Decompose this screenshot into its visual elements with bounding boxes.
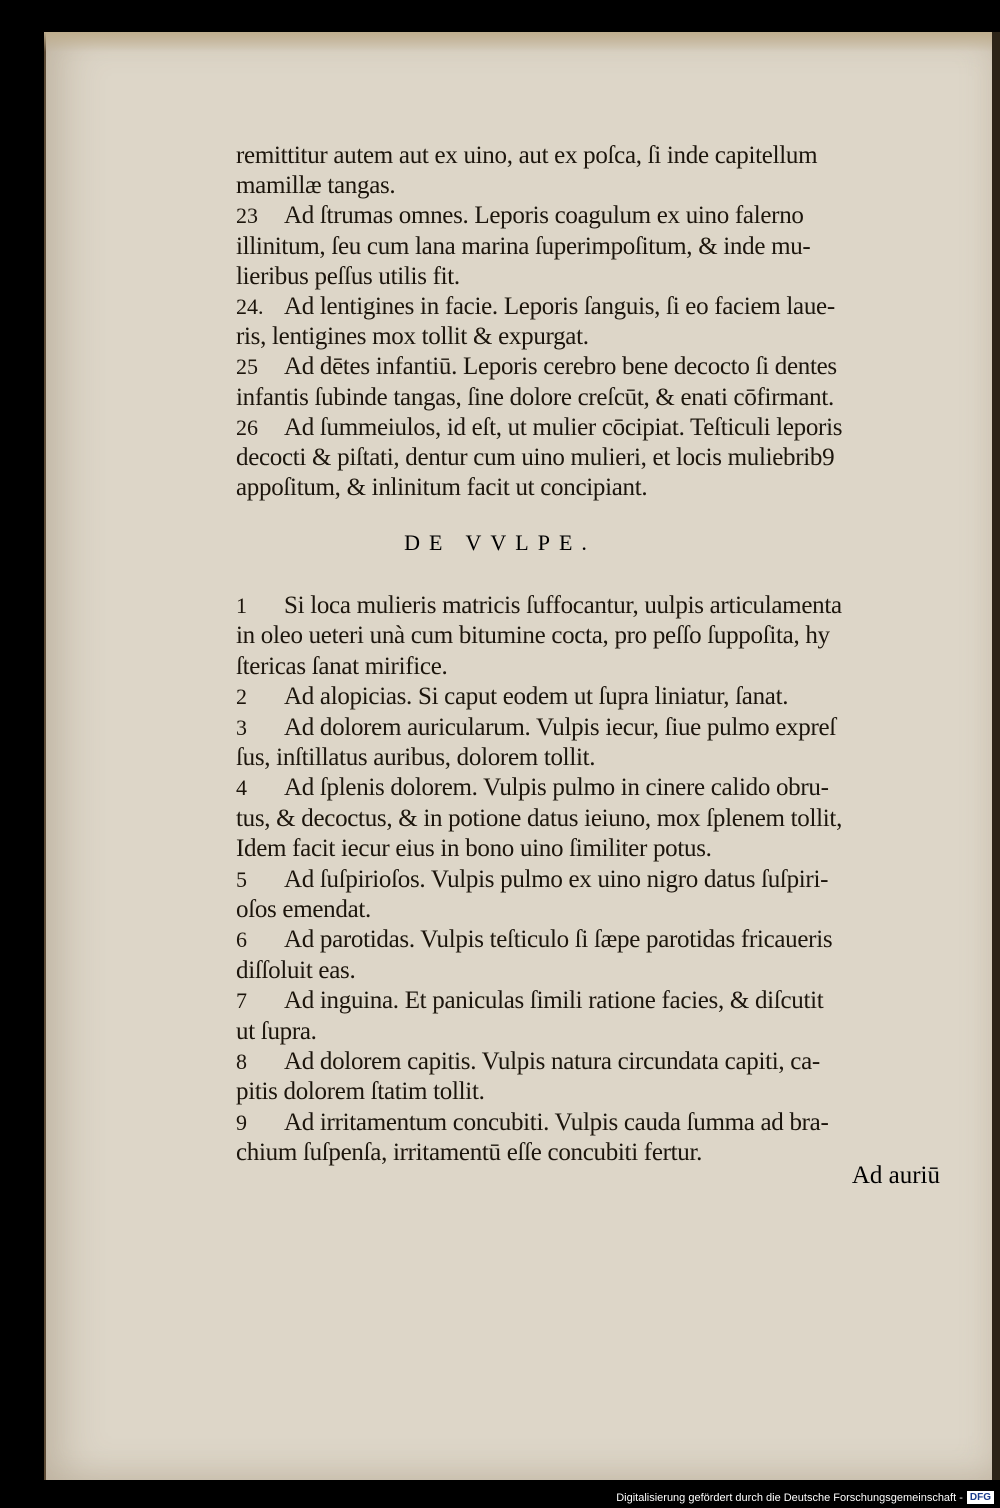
footer-text: Digitalisierung gefördert durch die Deutsche Forschungsgemeinschaft - xyxy=(616,1491,963,1504)
text-line: Idem facit iecur eius in bono uino ſimiliter potus. xyxy=(236,835,712,863)
text-line: Si loca mulieris matricis ſuffocantur, uulpis articulamenta xyxy=(284,592,842,619)
dfg-logo: DFG xyxy=(967,1491,994,1504)
section-heading: DE VVLPE. xyxy=(404,530,596,555)
text-line: appoſitum, & inlinitum facit ut concipiant. xyxy=(236,474,648,502)
paragraph-number: 3 xyxy=(236,714,247,740)
text-line: chium ſuſpenſa, irritamentū eſſe concubiti fertur. xyxy=(236,1139,703,1167)
paragraph-number: 26 xyxy=(236,414,258,440)
text-line: ris, lentigines mox tollit & expurgat. xyxy=(236,323,589,351)
text-line: decocti & piſtati, dentur cum uino mulieri, et locis muliebrib9 xyxy=(236,444,835,471)
paragraph-number: 25 xyxy=(236,354,258,380)
paragraph-number: 7 xyxy=(236,988,247,1014)
text-line: mamillæ tangas. xyxy=(236,172,396,200)
text-line: Ad dolorem capitis. Vulpis natura circundata capiti, ca- xyxy=(284,1048,820,1075)
text-line: remittitur autem aut ex uino, aut ex poſca, ſi inde capitellum xyxy=(236,142,818,169)
footer-credit xyxy=(616,1491,994,1504)
text-line: Ad irritamentum concubiti. Vulpis cauda ſumma ad bra- xyxy=(284,1108,829,1136)
text-line: ſtericas ſanat mirifice. xyxy=(236,652,448,680)
paragraph-number: 6 xyxy=(236,927,247,953)
text-line: Ad ſtrumas omnes. Leporis coagulum ex uino falerno xyxy=(284,202,804,230)
text-line: infantis ſubinde tangas, ſine dolore creſcūt, & enati cōfirmant. xyxy=(236,383,834,411)
text-line: ſus, inſtillatus auribus, dolorem tollit. xyxy=(236,744,596,771)
text-line: ut ſupra. xyxy=(236,1017,317,1045)
text-line: Ad lentigines in facie. Leporis ſanguis, ſi eo faciem laue- xyxy=(284,293,835,320)
text-line: Ad ſummeiulos, id eſt, ut mulier cōcipiat. Teſticuli leporis xyxy=(284,413,843,441)
text-line: Ad dolorem auricularum. Vulpis iecur, ſiue pulmo expreſ xyxy=(284,713,836,741)
paragraph-number: 1 xyxy=(236,593,247,618)
text-line: in oleo ueteri unà cum bitumine cocta, pro peſſo ſuppoſita, hy xyxy=(236,622,830,650)
text-line: Ad ſplenis dolorem. Vulpis pulmo in cinere calido obru- xyxy=(284,774,829,802)
paragraph-number: 5 xyxy=(236,866,247,892)
paragraph-number: 8 xyxy=(236,1049,247,1074)
text-line: Ad alopicias. Si caput eodem ut ſupra liniatur, ſanat. xyxy=(284,683,789,711)
paragraph-number: 2 xyxy=(236,684,247,710)
paragraph-number: 23 xyxy=(236,203,258,229)
paragraph-number: 4 xyxy=(236,775,247,801)
text-line: tus, & decoctus, & in potione datus ieiuno, mox ſplenem tollit, xyxy=(236,804,843,832)
text-line: Ad ſuſpirioſos. Vulpis pulmo ex uino nigro datus ſuſpiri- xyxy=(284,865,829,893)
paragraph-number: 24. xyxy=(236,294,264,319)
catchword: Ad auriū xyxy=(851,1162,940,1189)
text-line: Ad inguina. Et paniculas ſimili ratione facies, & diſcutit xyxy=(284,987,824,1015)
text-line: diſſoluit eas. xyxy=(236,956,356,984)
text-line: lieribus peſſus utilis fit. xyxy=(236,262,460,290)
text-line: illinitum, ſeu cum lana marina ſuperimpoſitum, & inde mu- xyxy=(236,232,811,260)
text-line: Ad dētes infantiū. Leporis cerebro bene decocto ſi dentes xyxy=(284,353,837,381)
text-line: Ad parotidas. Vulpis teſticulo ſi ſæpe parotidas fricaueris xyxy=(284,926,833,954)
text-line: pitis dolorem ſtatim tollit. xyxy=(236,1078,485,1106)
text-line: oſos emendat. xyxy=(236,896,371,923)
paragraph-number: 9 xyxy=(236,1109,247,1135)
